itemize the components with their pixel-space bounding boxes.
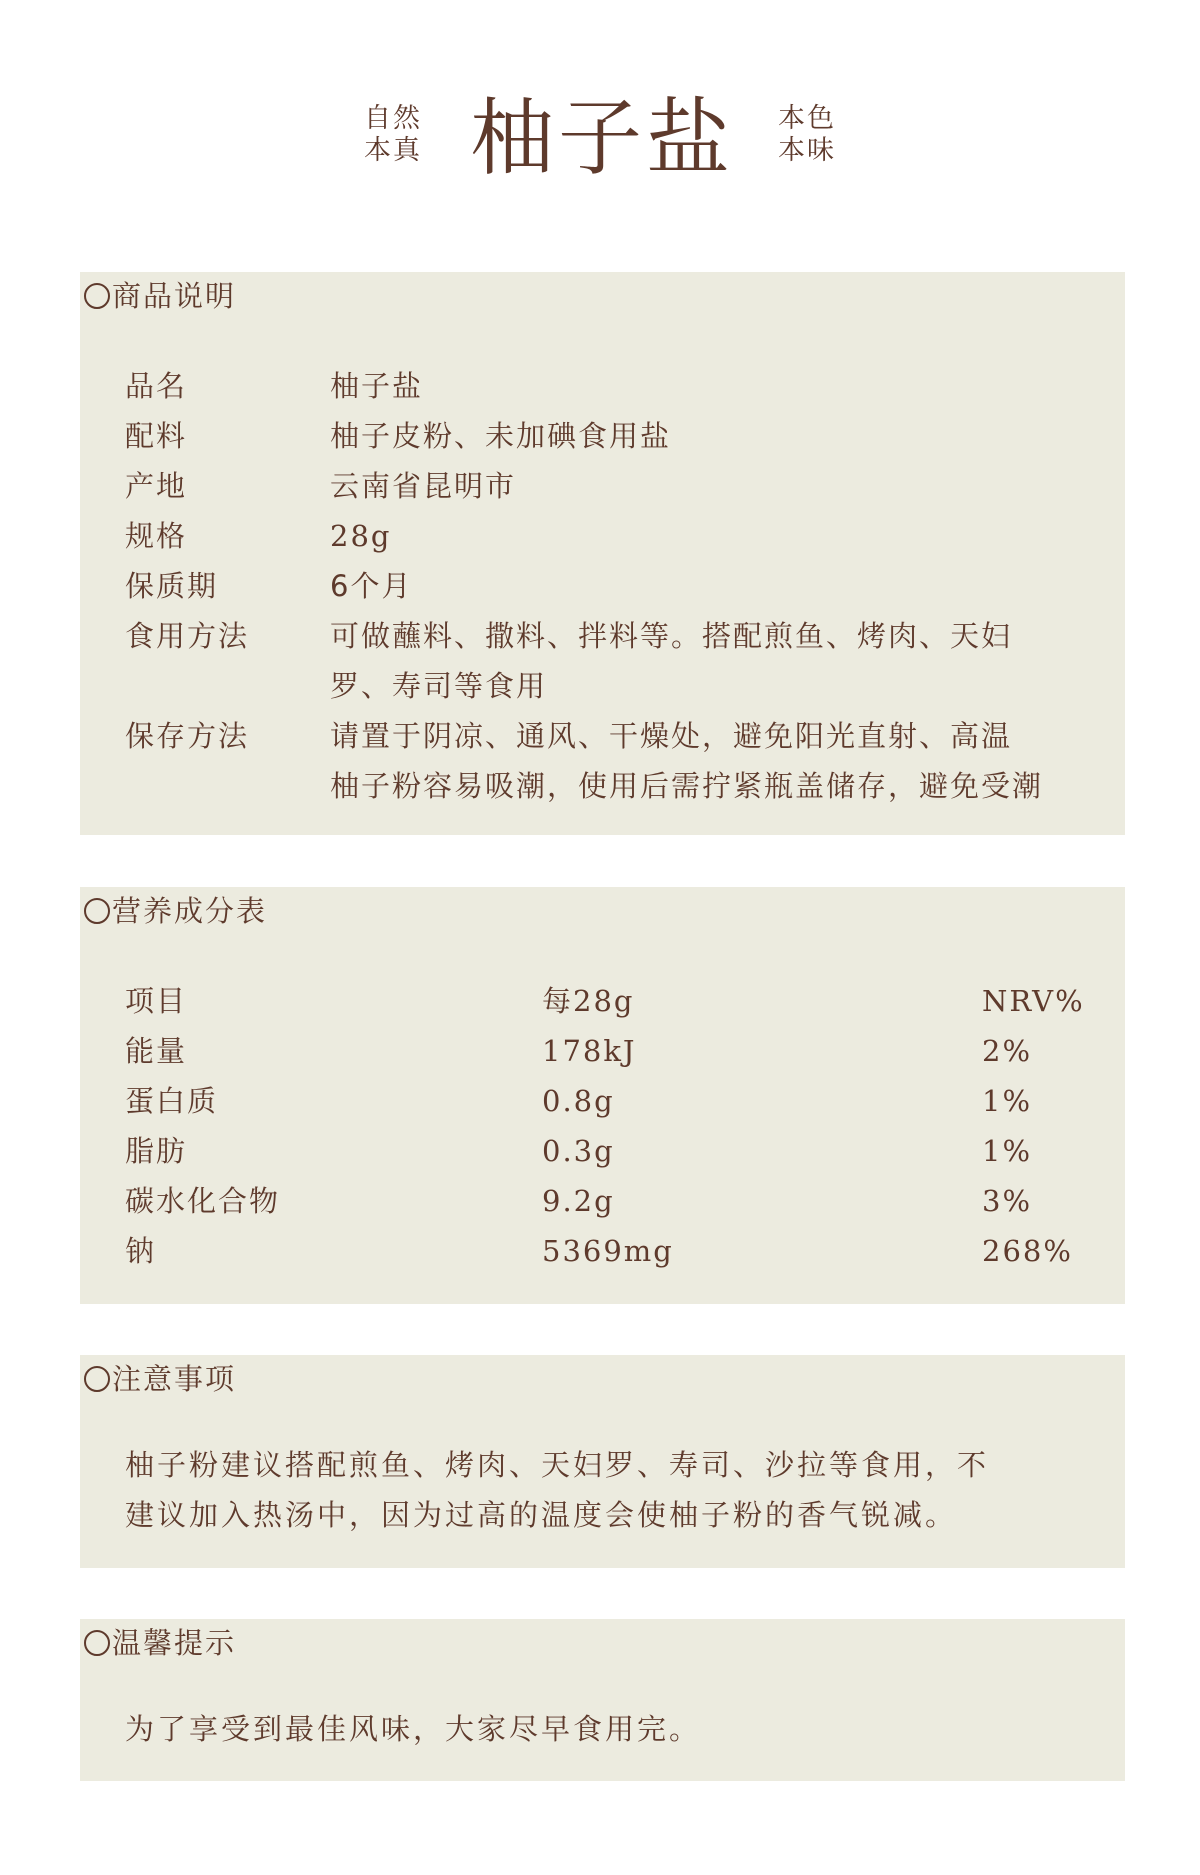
nutrient-amount: 178kJ <box>542 1034 637 1068</box>
info-key: 食用方法 <box>125 619 250 653</box>
circle-icon <box>84 1630 110 1656</box>
circle-icon <box>84 1366 110 1392</box>
nutrient-name: 能量 <box>125 1034 188 1068</box>
tip-line: 为了享受到最佳风味，大家尽早食用完。 <box>125 1712 702 1746</box>
section-title-text: 注意事项 <box>112 1362 237 1396</box>
info-value: 云南省昆明市 <box>330 469 517 503</box>
nutrition-col-per: 每28g <box>542 984 635 1018</box>
info-value: 6个月 <box>330 569 413 603</box>
product-title: 柚子盐 <box>470 89 735 187</box>
section-title-text: 营养成分表 <box>112 894 268 928</box>
slogan-line: 本真 <box>364 135 422 166</box>
info-value: 柚子盐 <box>330 369 424 403</box>
slogan-line: 本味 <box>778 135 836 166</box>
nutrient-amount: 0.3g <box>542 1134 615 1168</box>
info-key: 保存方法 <box>125 719 250 753</box>
nutrient-nrv: 2% <box>982 1034 1033 1068</box>
info-value: 柚子粉容易吸潮，使用后需拧紧瓶盖储存，避免受潮 <box>330 769 1044 803</box>
info-key: 规格 <box>125 519 188 553</box>
notice-paragraph <box>125 1440 1100 1540</box>
section-title <box>84 1357 236 1401</box>
nutrient-name: 钠 <box>125 1234 157 1268</box>
info-key: 品名 <box>125 369 188 403</box>
nutrient-nrv: 1% <box>982 1134 1033 1168</box>
slogan-line: 自然 <box>364 103 422 134</box>
nutrient-nrv: 268% <box>982 1234 1073 1268</box>
info-key: 配料 <box>125 419 188 453</box>
nutrient-name: 脂肪 <box>125 1134 188 1168</box>
tip-paragraph <box>125 1704 1100 1754</box>
section-title <box>84 889 267 933</box>
notice-line: 建议加入热汤中，因为过高的温度会使柚子粉的香气锐减。 <box>125 1498 958 1532</box>
section-title-text: 商品说明 <box>112 279 237 313</box>
info-value: 28g <box>330 519 392 553</box>
nutrient-amount: 9.2g <box>542 1184 615 1218</box>
slogan-line: 本色 <box>778 103 836 134</box>
info-value: 可做蘸料、撒料、拌料等。搭配煎鱼、烤肉、天妇 <box>330 619 1013 653</box>
info-key: 产地 <box>125 469 188 503</box>
nutrient-amount: 5369mg <box>542 1234 674 1268</box>
nutrient-nrv: 1% <box>982 1084 1033 1118</box>
nutrition-col-item: 项目 <box>125 984 188 1018</box>
nutrient-amount: 0.8g <box>542 1084 615 1118</box>
section-title <box>84 274 236 318</box>
circle-icon <box>84 283 110 309</box>
info-value: 罗、寿司等食用 <box>330 669 548 703</box>
product-info-section <box>80 272 1125 835</box>
circle-icon <box>84 898 110 924</box>
nutrition-section <box>80 887 1125 1304</box>
info-value: 柚子皮粉、未加碘食用盐 <box>330 419 672 453</box>
nutrient-name: 蛋白质 <box>125 1084 219 1118</box>
info-value: 请置于阴凉、通风、干燥处，避免阳光直射、高温 <box>330 719 1013 753</box>
section-title-text: 温馨提示 <box>112 1626 237 1660</box>
nutrition-col-nrv: NRV% <box>982 984 1085 1018</box>
section-title <box>84 1621 236 1665</box>
header-right-slogan <box>778 103 836 167</box>
notice-section <box>80 1355 1125 1568</box>
nutrient-name: 碳水化合物 <box>125 1184 281 1218</box>
tip-section <box>80 1619 1125 1781</box>
notice-line: 柚子粉建议搭配煎鱼、烤肉、天妇罗、寿司、沙拉等食用，不 <box>125 1448 990 1482</box>
page-header <box>0 0 1200 240</box>
nutrient-nrv: 3% <box>982 1184 1033 1218</box>
info-key: 保质期 <box>125 569 219 603</box>
header-left-slogan <box>364 103 422 167</box>
